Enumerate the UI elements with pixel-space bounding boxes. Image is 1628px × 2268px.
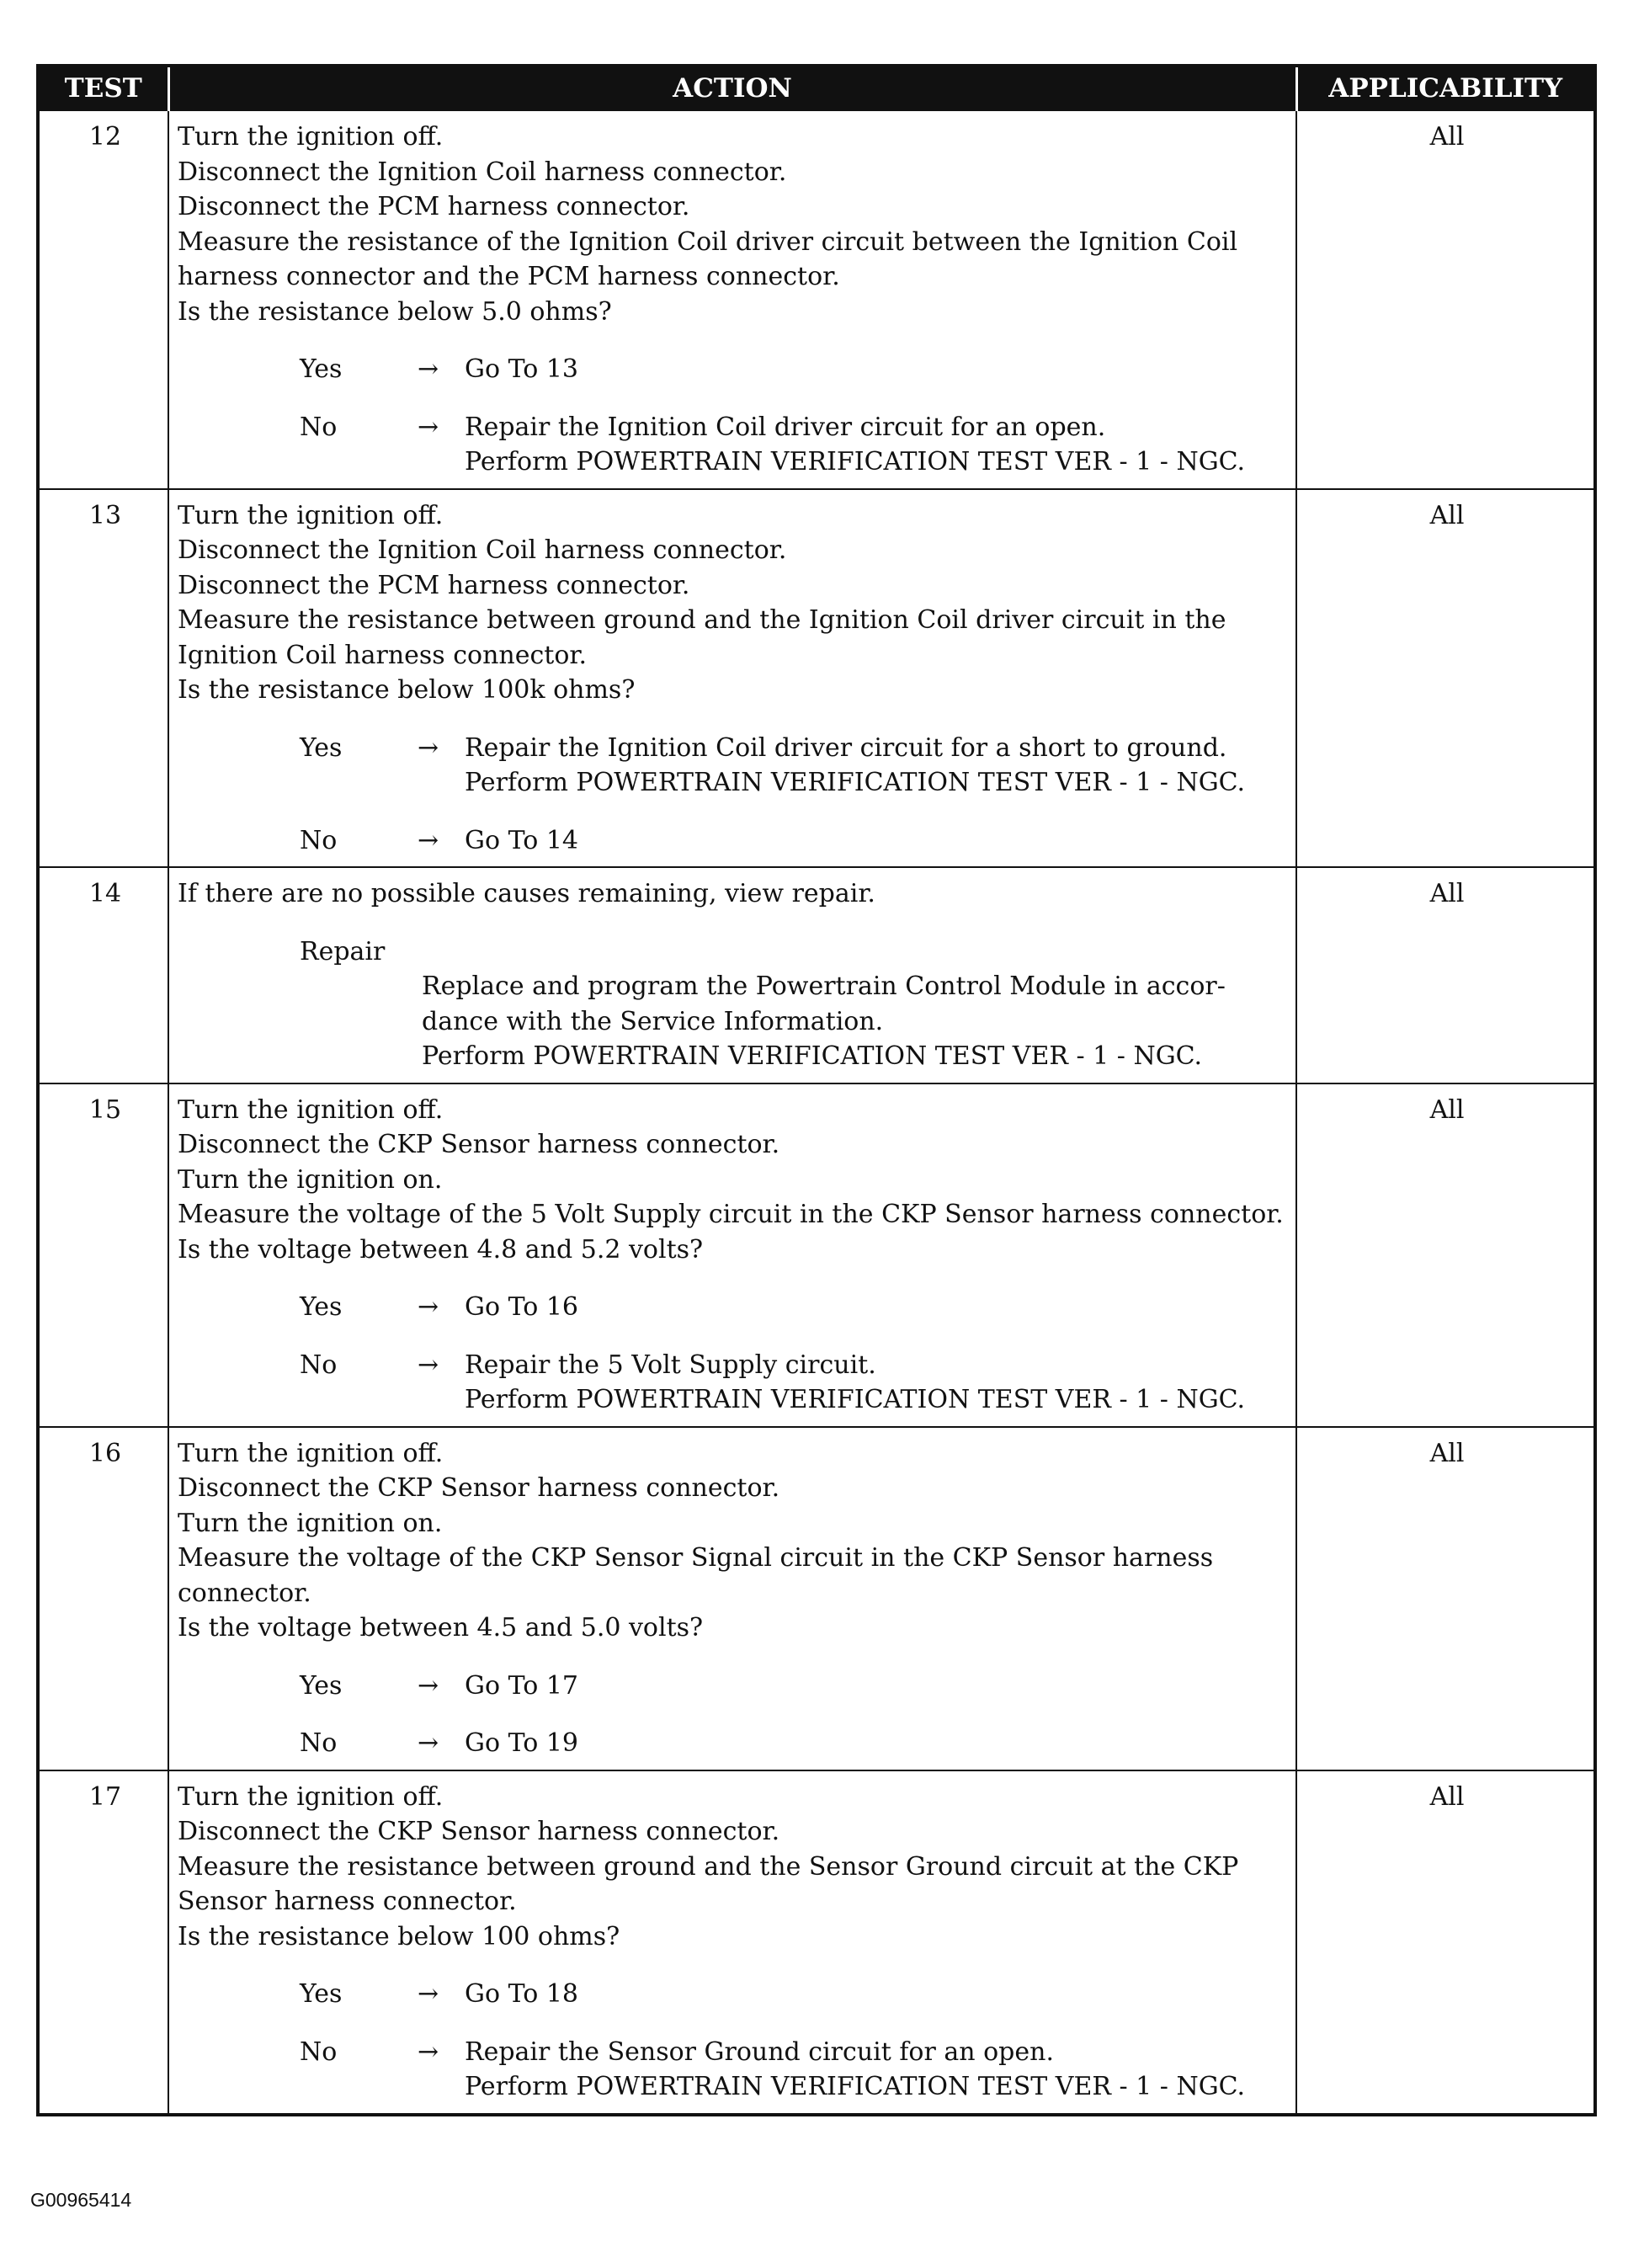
- arrow-icon: →: [418, 1292, 439, 1322]
- result-line: Repair the Ignition Coil driver circuit for an open.: [465, 412, 1106, 442]
- action-step: harness connector and the PCM harness connector.: [178, 262, 840, 291]
- test-number: 15: [38, 1083, 168, 1427]
- figure-code: G00965414: [30, 2189, 132, 2211]
- action-step: Turn the ignition on.: [178, 1508, 443, 1538]
- action-step: Disconnect the Ignition Coil harness connector.: [178, 157, 787, 187]
- no-result: [465, 2035, 1290, 2105]
- yes-branch: [178, 731, 1290, 801]
- header-action: ACTION: [168, 66, 1296, 110]
- arrow-icon: →: [418, 1350, 439, 1380]
- no-branch: [178, 1726, 1290, 1761]
- arrow-icon: →: [418, 1670, 439, 1701]
- action-cell: [168, 489, 1296, 868]
- action-step: Measure the resistance between ground and the Sensor Ground circuit at the CKP: [178, 1851, 1239, 1882]
- action-step: Is the voltage between 4.5 and 5.0 volts?: [178, 1613, 704, 1642]
- no-label: No: [300, 825, 338, 855]
- table-body: [38, 110, 1595, 2115]
- action-step: Disconnect the Ignition Coil harness connector.: [178, 535, 787, 565]
- applicability-value: All: [1296, 489, 1595, 868]
- action-step: Turn the ignition off.: [178, 500, 444, 530]
- table-row: [38, 867, 1595, 1083]
- table-row: [38, 1083, 1595, 1427]
- yes-branch: [178, 1290, 1290, 1325]
- action-step: Turn the ignition on.: [178, 1164, 443, 1195]
- arrow-icon: →: [418, 1728, 439, 1758]
- result-line: Go To 13: [465, 354, 579, 384]
- result-line: Go To 19: [465, 1728, 579, 1758]
- test-number: 16: [38, 1427, 168, 1770]
- result-line: Go To 18: [465, 1979, 579, 2009]
- yes-label: Yes: [300, 732, 343, 763]
- action-step: connector.: [178, 1578, 311, 1608]
- result-line: Go To 17: [465, 1670, 579, 1701]
- result-line: Perform POWERTRAIN VERIFICATION TEST VER - 1 - NGC.: [465, 2072, 1246, 2101]
- test-number: 12: [38, 110, 168, 489]
- no-result: [465, 410, 1290, 480]
- action-cell: [168, 1083, 1296, 1427]
- no-result: [465, 1726, 1290, 1761]
- action-cell: [168, 867, 1296, 1083]
- test-number: 13: [38, 489, 168, 868]
- action-step: Disconnect the CKP Sensor harness connector.: [178, 1130, 780, 1159]
- action-step: If there are no possible causes remaining, view repair.: [178, 879, 875, 908]
- action-step: Is the resistance below 100k ohms?: [178, 675, 636, 705]
- table-row: [38, 110, 1595, 489]
- table-row: [38, 489, 1595, 868]
- arrow-icon: →: [418, 2036, 439, 2067]
- action-step: Disconnect the CKP Sensor harness connector.: [178, 1817, 780, 1846]
- action-step: Is the resistance below 100 ohms?: [178, 1921, 620, 1951]
- yes-label: Yes: [300, 354, 343, 384]
- result-line: Repair the Sensor Ground circuit for an open.: [465, 2036, 1054, 2067]
- result-line: Go To 14: [465, 825, 579, 855]
- yes-result: [465, 1669, 1290, 1704]
- yes-branch: [178, 352, 1290, 387]
- applicability-value: All: [1296, 867, 1595, 1083]
- repair-line: dance with the Service Information.: [422, 1006, 884, 1036]
- no-branch: [178, 823, 1290, 859]
- header-test: TEST: [38, 66, 168, 110]
- arrow-icon: →: [418, 825, 439, 855]
- table-row: [38, 1427, 1595, 1770]
- table-row: [38, 1770, 1595, 2115]
- no-result: [465, 823, 1290, 859]
- yes-label: Yes: [300, 1292, 343, 1322]
- yes-branch: [178, 1977, 1290, 2012]
- applicability-value: All: [1296, 1427, 1595, 1770]
- no-branch: [178, 410, 1290, 480]
- result-line: Perform POWERTRAIN VERIFICATION TEST VER - 1 - NGC.: [465, 768, 1246, 797]
- no-branch: [178, 1348, 1290, 1418]
- no-label: No: [300, 1350, 338, 1380]
- result-line: Perform POWERTRAIN VERIFICATION TEST VER - 1 - NGC.: [465, 1385, 1246, 1414]
- action-step: Measure the resistance between ground and the Ignition Coil driver circuit in the: [178, 605, 1226, 635]
- test-number: 14: [38, 867, 168, 1083]
- diagnostic-table: [36, 64, 1597, 2116]
- arrow-icon: →: [418, 732, 439, 763]
- no-branch: [178, 2035, 1290, 2105]
- applicability-value: All: [1296, 1083, 1595, 1427]
- result-line: Go To 16: [465, 1292, 579, 1322]
- repair-line: Replace and program the Powertrain Control Module in accor-: [422, 972, 1226, 1001]
- diagnostic-test-sheet: [36, 64, 1593, 2116]
- table-header: [38, 66, 1595, 110]
- repair-instructions: [300, 969, 1290, 1074]
- yes-result: [465, 1290, 1290, 1325]
- repair-line: Perform POWERTRAIN VERIFICATION TEST VER - 1 - NGC.: [422, 1041, 1203, 1071]
- action-step: Measure the voltage of the 5 Volt Supply circuit in the CKP Sensor harness connector.: [178, 1200, 1284, 1229]
- repair-label: Repair: [300, 936, 386, 966]
- action-step: Is the resistance below 5.0 ohms?: [178, 296, 612, 327]
- yes-label: Yes: [300, 1670, 343, 1701]
- yes-result: [465, 731, 1290, 801]
- result-line: Repair the Ignition Coil driver circuit for a short to ground.: [465, 732, 1227, 763]
- yes-result: [465, 352, 1290, 387]
- header-applicability: APPLICABILITY: [1296, 66, 1595, 110]
- action-step: Is the voltage between 4.8 and 5.2 volts?: [178, 1234, 704, 1264]
- repair-block: [178, 934, 1290, 1074]
- action-step: Turn the ignition off.: [178, 1781, 444, 1812]
- action-step: Measure the resistance of the Ignition Coil driver circuit between the Ignition Coil: [178, 226, 1238, 257]
- no-result: [465, 1348, 1290, 1418]
- action-step: Sensor harness connector.: [178, 1887, 517, 1916]
- applicability-value: All: [1296, 1770, 1595, 2115]
- action-cell: [168, 1427, 1296, 1770]
- arrow-icon: →: [418, 412, 439, 442]
- yes-result: [465, 1977, 1290, 2012]
- action-step: Disconnect the PCM harness connector.: [178, 570, 690, 600]
- no-label: No: [300, 412, 338, 442]
- result-line: Perform POWERTRAIN VERIFICATION TEST VER - 1 - NGC.: [465, 447, 1246, 476]
- action-step: Turn the ignition off.: [178, 1094, 444, 1125]
- no-label: No: [300, 1728, 338, 1758]
- no-label: No: [300, 2036, 338, 2067]
- applicability-value: All: [1296, 110, 1595, 489]
- action-step: Disconnect the PCM harness connector.: [178, 192, 690, 221]
- action-step: Turn the ignition off.: [178, 1438, 444, 1468]
- test-number: 17: [38, 1770, 168, 2115]
- action-step: Measure the voltage of the CKP Sensor Signal circuit in the CKP Sensor harness: [178, 1543, 1214, 1573]
- arrow-icon: →: [418, 1979, 439, 2009]
- yes-branch: [178, 1669, 1290, 1704]
- result-line: Repair the 5 Volt Supply circuit.: [465, 1350, 876, 1380]
- action-step: Ignition Coil harness connector.: [178, 640, 587, 670]
- action-cell: [168, 1770, 1296, 2115]
- arrow-icon: →: [418, 354, 439, 384]
- action-cell: [168, 110, 1296, 489]
- action-step: Turn the ignition off.: [178, 122, 444, 152]
- yes-label: Yes: [300, 1979, 343, 2009]
- action-step: Disconnect the CKP Sensor harness connector.: [178, 1473, 780, 1503]
